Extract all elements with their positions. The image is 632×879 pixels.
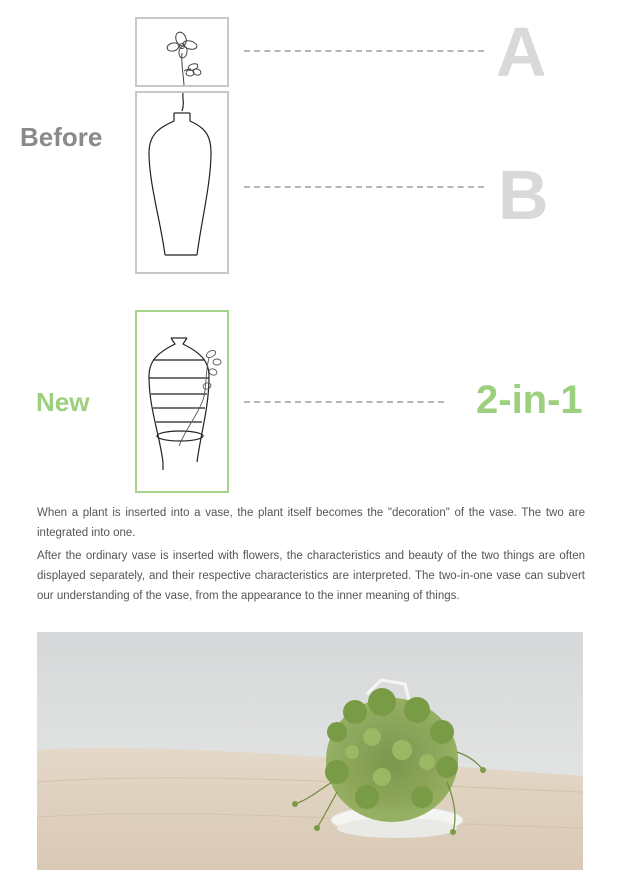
flower-sketch-icon [137,19,227,85]
dashed-line-a [244,50,484,52]
two-in-one-frame [135,310,229,493]
two-in-one-label: 2-in-1 [476,378,583,422]
paragraph-1: When a plant is inserted into a vase, the plant itself becomes the "decoration" of the vase. The two are integrated into one. [37,507,585,539]
dashed-line-new [244,401,444,403]
letter-a: A [496,13,547,91]
new-label: New [36,387,90,417]
before-label: Before [20,122,103,152]
vase-sketch-icon [137,93,227,272]
flower-frame [135,17,229,87]
vase-frame [135,91,229,274]
product-photo [37,632,583,870]
dashed-line-b [244,186,484,188]
paragraph-2: After the ordinary vase is inserted with flowers, the characteristics and beauty of the two things are often displayed separately, and their respective characteristics are interpreted. The two-in-one vase can subvert our understanding of the vase, from the appearance to the inner meaning of things. [37,550,585,602]
letter-b: B [498,156,549,234]
two-in-one-vase-sketch-icon [137,312,227,491]
